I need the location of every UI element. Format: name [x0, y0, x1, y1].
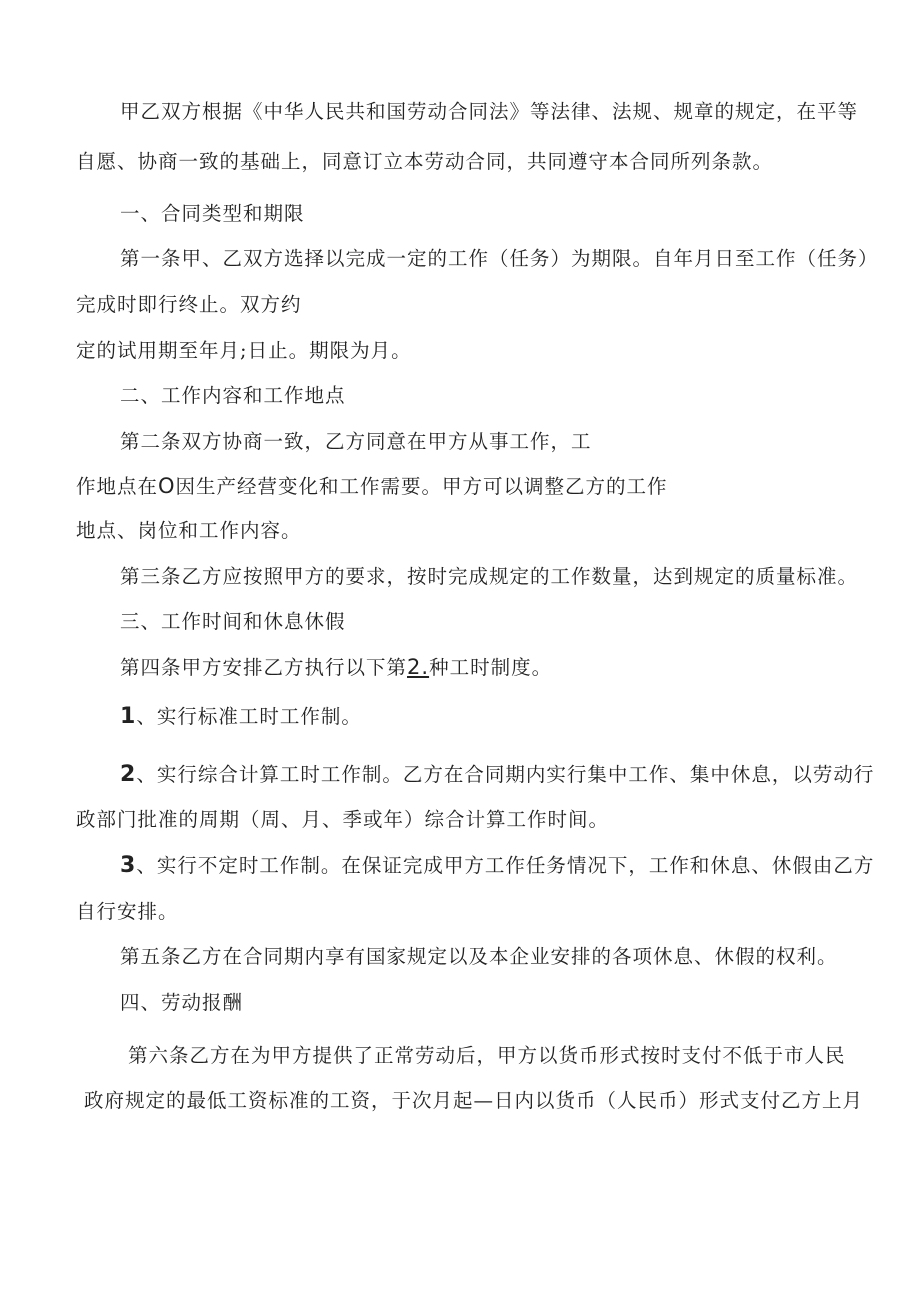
list-item-1-text: 、实行标准工时工作制。: [136, 705, 362, 728]
blank-mark: O: [158, 474, 176, 498]
list-item-2-line-2: 政部门批准的周期（周、月、季或年）综合计算工作时间。: [76, 808, 610, 831]
list-item-2-text: 、实行综合计算工时工作制。乙方在合同期内实行集中工作、集中休息，以劳动行: [136, 763, 875, 786]
article-2-line-2-after: 因生产经营变化和工作需要。甲方可以调整乙方的工作: [175, 475, 668, 498]
list-item-3-number: 3: [120, 853, 137, 878]
section-heading-2: 二、工作内容和工作地点: [120, 384, 346, 407]
article-1-line-1: 第一条甲、乙双方选择以完成一定的工作（任务）为期限。自年月日至工作（任务）: [120, 247, 879, 270]
section-heading-4: 四、劳动报酬: [120, 991, 244, 1014]
article-4: [120, 654, 552, 681]
article-1-line-2: 完成时即行终止。双方约: [76, 293, 302, 316]
article-5: 第五条乙方在合同期内享有国家规定以及本企业安排的各项休息、休假的权利。: [120, 945, 838, 968]
article-6-line-2: 政府规定的最低工资标准的工资，于次月起—日内以货币（人民币）形式支付乙方上月: [84, 1089, 864, 1112]
list-item-3-text: 、实行不定时工作制。在保证完成甲方工作任务情况下，工作和休息、休假由乙方: [136, 854, 875, 877]
article-4-before: 第四条甲方安排乙方执行以下第: [120, 656, 408, 679]
paragraph-intro-line-1: 甲乙双方根据《中华人民共和国劳动合同法》等法律、法规、规章的规定，在平等: [120, 100, 859, 123]
list-item-1-number: 1: [120, 704, 137, 729]
article-2-line-3: 地点、岗位和工作内容。: [76, 519, 302, 542]
list-item-3-line-1: [120, 853, 874, 879]
section-heading-3: 三、工作时间和休息休假: [120, 610, 346, 633]
article-4-number: 2.: [407, 655, 430, 679]
section-heading-1: 一、合同类型和期限: [120, 202, 305, 225]
list-item-2-line-1: [120, 762, 874, 788]
article-2-line-2: [76, 473, 668, 500]
list-item-2-number: 2: [120, 762, 137, 787]
article-6-line-1: 第六条乙方在为甲方提供了正常劳动后，甲方以货币形式按时支付不低于市人民: [128, 1044, 846, 1067]
article-1-line-3: 定的试用期至年月;日止。期限为月。: [76, 339, 412, 362]
list-item-1: [120, 704, 362, 730]
list-item-3-line-2: 自行安排。: [76, 900, 179, 923]
article-4-after: 种工时制度。: [429, 656, 553, 679]
paragraph-intro-line-2: 自愿、协商一致的基础上，同意订立本劳动合同，共同遵守本合同所列条款。: [76, 150, 774, 173]
article-2-line-2-before: 作地点在: [76, 475, 159, 498]
article-2-line-1: 第二条双方协商一致，乙方同意在甲方从事工作，工: [120, 430, 592, 453]
article-3: 第三条乙方应按照甲方的要求，按时完成规定的工作数量，达到规定的质量标准。: [120, 565, 859, 588]
